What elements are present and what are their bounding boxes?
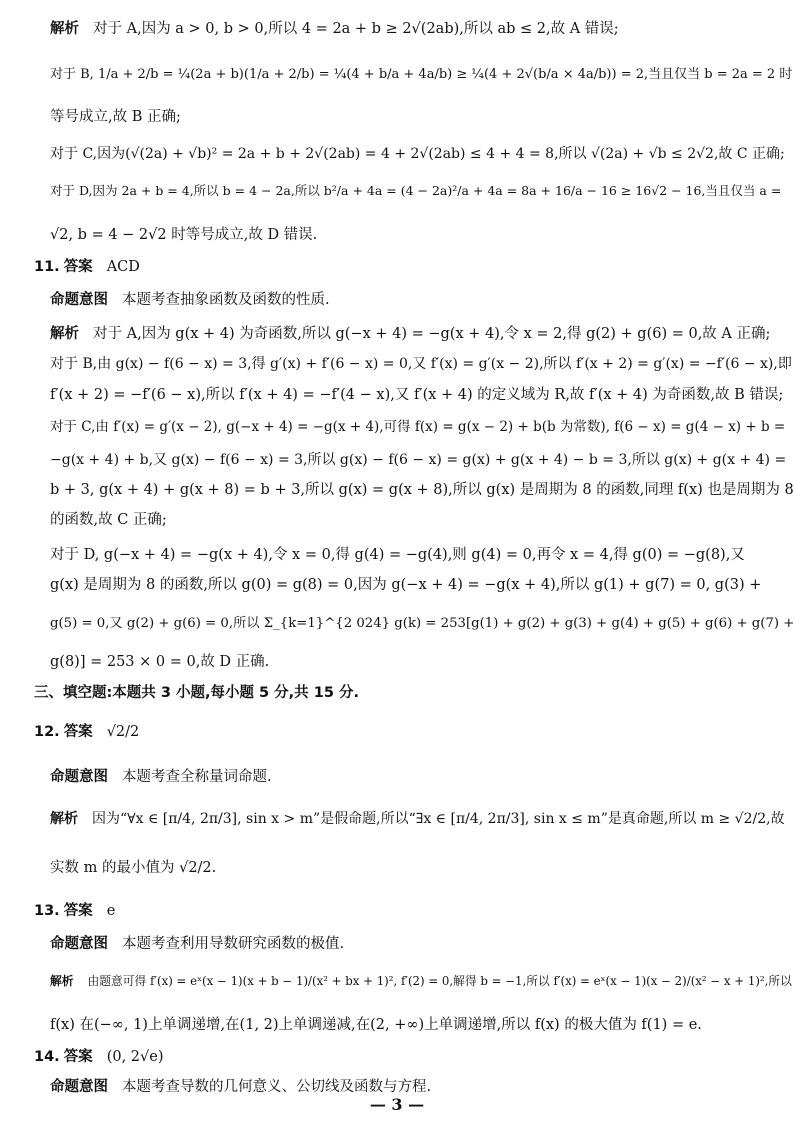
q13-line-1 xyxy=(0,976,794,988)
q11-text: 对于 A,因为 g(x + 4) 为奇函数,所以 g(−x + 4) = −g(x + 4),令 x = 2,得 g(2) + g(6) = 0,故 A 正确; xyxy=(93,326,771,342)
analysis-label: 解析 xyxy=(50,974,74,988)
answer-value: (0, 2√e) xyxy=(106,1049,164,1065)
q11-text: 对于 C,由 f′(x) = g′(x − 2), g(−x + 4) = −g(x + 4),可得 f(x) = g(x − 2) + b(b 为常数), f(6 − x) = g(4 − x) + b = xyxy=(50,419,786,435)
q12-answer-line xyxy=(0,725,794,740)
q11-text: 的函数,故 C 正确; xyxy=(50,512,167,528)
question-number: 11. xyxy=(34,259,60,275)
q13-intent-line xyxy=(0,937,794,952)
q11-text: −g(x + 4) + b,又 g(x) − f(6 − x) = 3,所以 g(x) − f(6 − x) = g(x) + g(x + 4) − b = 3,所以 g(x) + g(x + 4) = xyxy=(50,452,787,468)
q11-line-9 xyxy=(0,578,794,593)
question-number: 14. xyxy=(34,1049,60,1065)
q12-line-2 xyxy=(0,861,794,876)
q10-line-1 xyxy=(0,22,794,37)
q11-line-10 xyxy=(0,617,794,630)
q10-text: √2, b = 4 − 2√2 时等号成立,故 D 错误. xyxy=(50,227,318,243)
intent-text: 本题考查利用导数研究函数的极值. xyxy=(122,936,345,952)
intent-text: 本题考查全称量词命题. xyxy=(122,769,272,785)
answer-label: 答案 xyxy=(63,1049,93,1065)
q10-line-2 xyxy=(0,68,794,81)
section-heading xyxy=(0,686,794,701)
q12-intent-line xyxy=(0,770,794,785)
section-heading-text: 三、填空题:本题共 3 小题,每小题 5 分,共 15 分. xyxy=(34,685,359,701)
q12-text: 因为“∀x ∈ [π/4, 2π/3], sin x > m”是假命题,所以“∃x ∈ [π/4, 2π/3], sin x ≤ m”是真命题,所以 m ≥ √2/2,故 xyxy=(92,811,785,827)
question-number: 13. xyxy=(34,903,60,919)
answer-value: √2/2 xyxy=(106,724,140,740)
q11-answer-line xyxy=(0,260,794,275)
q11-text: 对于 B,由 g(x) − f(6 − x) = 3,得 g′(x) + f′(6 − x) = 0,又 f′(x) = g′(x − 2),所以 f′(x + 2) = g′(x) = −f′(6 − x),即 xyxy=(50,356,792,372)
page-number: — 3 — xyxy=(369,1095,425,1114)
q11-line-11 xyxy=(0,655,794,670)
answer-label: 答案 xyxy=(63,259,93,275)
q11-line-8 xyxy=(0,548,794,563)
q10-text: 对于 B, 1/a + 2/b = ¼(2a + b)(1/a + 2/b) = ¼(4 + b/a + 4a/b) ≥ ¼(4 + 2√(b/a × 4a/b)) = 2,当且仅当 b = 2a = 2 时 xyxy=(50,67,793,82)
q10-line-6 xyxy=(0,228,794,243)
q11-line-7 xyxy=(0,513,794,528)
q11-line-5 xyxy=(0,453,794,467)
q13-answer-line xyxy=(0,904,794,919)
q13-text: f(x) 在(−∞, 1)上单调递增,在(1, 2)上单调递减,在(2, +∞)上单调递增,所以 f(x) 的极大值为 f(1) = e. xyxy=(50,1017,702,1033)
intent-label: 命题意图 xyxy=(50,292,108,308)
analysis-label: 解析 xyxy=(50,811,78,827)
q11-line-2 xyxy=(0,357,794,371)
intent-text: 本题考查抽象函数及函数的性质. xyxy=(122,292,330,308)
analysis-label: 解析 xyxy=(50,326,79,342)
q14-intent-line xyxy=(0,1080,794,1095)
q11-line-6 xyxy=(0,483,794,498)
q11-text: g(5) = 0,又 g(2) + g(6) = 0,所以 Σ_{k=1}^{2 024} g(k) = 253[g(1) + g(2) + g(3) + g(4) + g(5) + g(6) + g(7) + xyxy=(50,616,794,631)
q12-text: 实数 m 的最小值为 √2/2. xyxy=(50,860,217,876)
answer-label: 答案 xyxy=(63,724,93,740)
q10-line-3 xyxy=(0,110,794,125)
q13-line-2 xyxy=(0,1018,794,1033)
q11-text: f′(x + 2) = −f′(6 − x),所以 f′(x + 4) = −f′(4 − x),又 f′(x + 4) 的定义域为 R,故 f′(x + 4) 为奇函数,故 B 错误; xyxy=(50,387,784,403)
intent-text: 本题考查导数的几何意义、公切线及函数与方程. xyxy=(122,1079,432,1095)
q11-intent-line xyxy=(0,293,794,308)
q11-text: g(x) 是周期为 8 的函数,所以 g(0) = g(8) = 0,因为 g(−x + 4) = −g(x + 4),所以 g(1) + g(7) = 0, g(3) + xyxy=(50,577,762,593)
intent-label: 命题意图 xyxy=(50,769,108,785)
answer-value: ACD xyxy=(106,259,140,275)
q13-text: 由题意可得 f′(x) = eˣ(x − 1)(x + b − 1)/(x² + bx + 1)², f′(2) = 0,解得 b = −1,所以 f′(x) = eˣ(x − 1)(x − 2)/(x² − x + 1)²,所以 xyxy=(87,974,792,988)
answer-value: e xyxy=(106,903,116,919)
q10-line-5 xyxy=(0,185,794,198)
q10-text: 等号成立,故 B 正确; xyxy=(50,109,181,125)
q10-text: 对于 C,因为(√(2a) + √b)² = 2a + b + 2√(2ab) = 4 + 2√(2ab) ≤ 4 + 4 = 8,所以 √(2a) + √b ≤ 2√2,故 C 正确; xyxy=(50,146,785,162)
q11-text: 对于 D, g(−x + 4) = −g(x + 4),令 x = 0,得 g(4) = −g(4),则 g(4) = 0,再令 x = 4,得 g(0) = −g(8),又 xyxy=(50,547,745,563)
intent-label: 命题意图 xyxy=(50,1079,108,1095)
question-number: 12. xyxy=(34,724,60,740)
q12-line-1 xyxy=(0,812,794,826)
q10-text: 对于 D,因为 2a + b = 4,所以 b = 4 − 2a,所以 b²/a + 4a = (4 − 2a)²/a + 4a = 8a + 16/a − 16 ≥ 16√2 − 16,当且仅当 a = xyxy=(50,183,782,198)
q11-text: g(8)] = 253 × 0 = 0,故 D 正确. xyxy=(50,654,270,670)
q11-line-1 xyxy=(0,327,794,342)
answer-label: 答案 xyxy=(63,903,93,919)
q10-line-4 xyxy=(0,147,794,161)
intent-label: 命题意图 xyxy=(50,936,108,952)
analysis-label: 解析 xyxy=(50,21,79,37)
q14-answer-line xyxy=(0,1050,794,1065)
q11-line-4 xyxy=(0,421,794,435)
q11-text: b + 3, g(x + 4) + g(x + 8) = b + 3,所以 g(x) = g(x + 8),所以 g(x) 是周期为 8 的函数,同理 f(x) 也是周期为 8 xyxy=(50,482,794,498)
q10-text: 对于 A,因为 a > 0, b > 0,所以 4 = 2a + b ≥ 2√(2ab),所以 ab ≤ 2,故 A 错误; xyxy=(93,21,619,37)
q11-line-3 xyxy=(0,388,794,403)
